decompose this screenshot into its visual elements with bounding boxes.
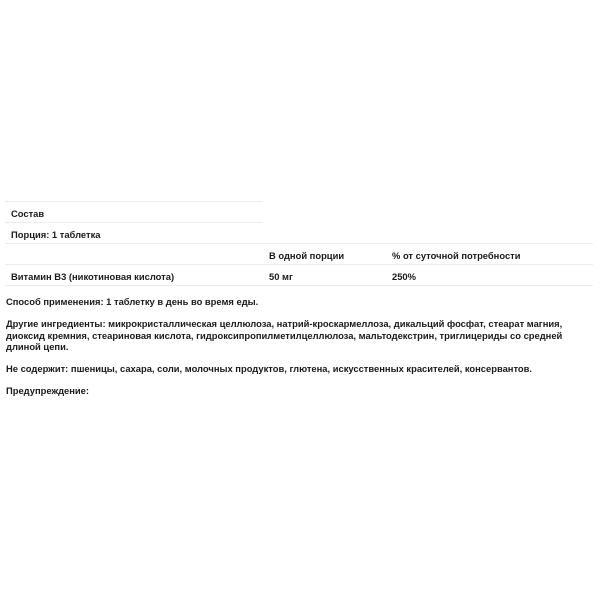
- supplement-facts-table: [5, 201, 593, 286]
- usage-instructions: Способ применения: 1 таблетку в день во время еды.: [6, 296, 259, 307]
- column-header-amount: В одной порции: [269, 250, 345, 261]
- serving-row: [5, 222, 263, 243]
- nutrient-amount: 50 мг: [269, 271, 293, 282]
- free-from-statement: Не содержит: пшеницы, сахара, соли, молочных продуктов, глютена, искусственных красителей, консервантов.: [6, 363, 533, 374]
- composition-title: Состав: [11, 208, 45, 219]
- column-header-daily-value: % от суточной потребности: [392, 250, 521, 261]
- table-row: [5, 264, 593, 286]
- nutrient-daily-value: 250%: [392, 271, 416, 282]
- serving-size: Порция: 1 таблетка: [11, 229, 101, 240]
- table-header-row: [5, 243, 593, 264]
- table-title-row: [5, 201, 263, 222]
- warning-label: Предупреждение:: [6, 385, 90, 396]
- other-ingredients: Другие ингредиенты: микрокристаллическая целлюлоза, натрий-кроскармеллоза, дикальций фосфат, стеарат магния, диоксид кремния, стеариновая кислота, гидроксипропилметилцеллюлоза, мальтодекстрин, триглицериды со средней длиной цепи.: [6, 318, 563, 352]
- nutrient-name: Витамин B3 (никотиновая кислота): [11, 271, 175, 282]
